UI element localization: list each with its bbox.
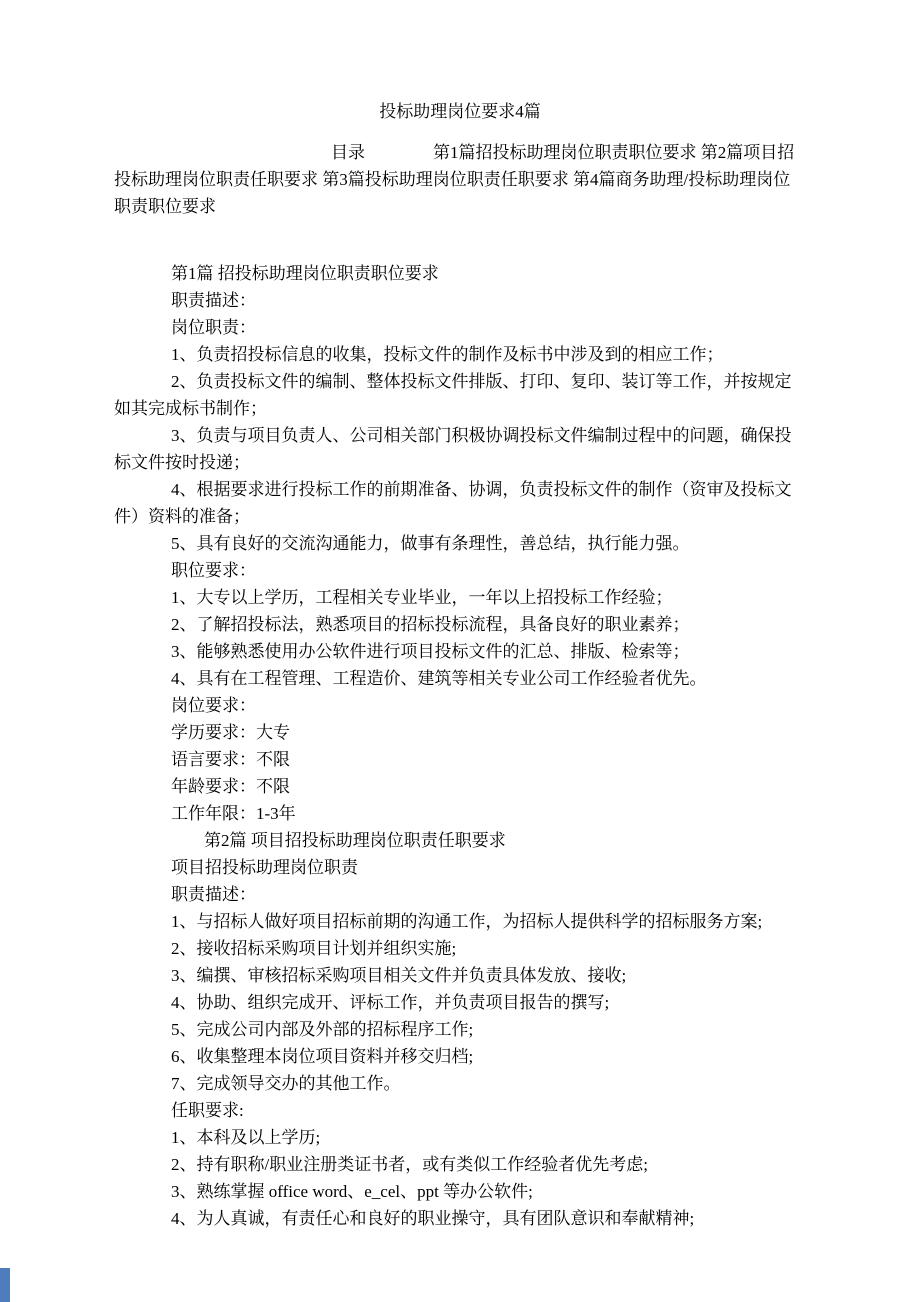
- duty-description-label: 职责描述：: [171, 885, 256, 904]
- toc-paragraph: 目录 第1篇招投标助理岗位职责职位要求 第2篇项目招投标助理岗位职责任职要求 第3篇投标助理岗位职责任职要求 第4篇商务助理/投标助理岗位职责职位要求: [114, 143, 795, 216]
- position-requirements-label: 职位要求：: [171, 561, 256, 580]
- project-duty-item: 2、接收招标采购项目计划并组织实施;: [171, 939, 457, 958]
- job-duty-item: 5、具有良好的交流沟通能力，做事有条理性，善总结，执行能力强。: [171, 534, 690, 553]
- qualification-item: 1、本科及以上学历;: [171, 1128, 321, 1147]
- document-title: 投标助理岗位要求4篇: [379, 102, 541, 121]
- job-duty-item: 1、负责招投标信息的收集，投标文件的制作及标书中涉及到的相应工作；: [171, 345, 724, 364]
- project-duty-item: 4、协助、组织完成开、评标工作，并负责项目报告的撰写;: [171, 993, 610, 1012]
- language-requirement: 语言要求：不限: [171, 750, 290, 769]
- qualification-label: 任职要求:: [171, 1101, 244, 1120]
- position-requirement-item: 4、具有在工程管理、工程造价、建筑等相关专业公司工作经验者优先。: [171, 669, 707, 688]
- duty-description-label: 职责描述：: [171, 291, 256, 310]
- job-duty-item: 4、根据要求进行投标工作的前期准备、协调，负责投标文件的制作（资审及投标文件）资料的准备；: [114, 480, 792, 526]
- education-requirement: 学历要求：大专: [171, 723, 290, 742]
- experience-requirement: 工作年限：1-3年: [171, 804, 296, 823]
- position-requirement-item: 2、了解招投标法，熟悉项目的招标投标流程，具备良好的职业素养；: [171, 615, 690, 634]
- qualification-item: 3、熟练掌握 office word、e_cel、ppt 等办公软件;: [171, 1182, 533, 1201]
- job-duty-item: 3、负责与项目负责人、公司相关部门积极协调投标文件编制过程中的问题，确保投标文件按时投递；: [114, 426, 792, 472]
- page-edge-marker: [0, 1268, 10, 1302]
- age-requirement: 年龄要求：不限: [171, 777, 290, 796]
- project-duty-item: 1、与招标人做好项目招标前期的沟通工作，为招标人提供科学的招标服务方案;: [171, 912, 763, 931]
- project-duty-item: 7、完成领导交办的其他工作。: [171, 1074, 401, 1093]
- job-duties-label: 岗位职责：: [171, 318, 256, 337]
- project-duty-item: 3、编撰、审核招标采购项目相关文件并负责具体发放、接收;: [171, 966, 627, 985]
- qualification-item: 4、为人真诚，有责任心和良好的职业操守，具有团队意识和奉献精神;: [171, 1209, 695, 1228]
- section-2-subtitle: 项目招投标助理岗位职责: [171, 858, 358, 877]
- position-requirement-item: 3、能够熟悉使用办公软件进行项目投标文件的汇总、排版、检索等；: [171, 642, 690, 661]
- section-1-heading: 第1篇 招投标助理岗位职责职位要求: [171, 264, 439, 283]
- qualification-item: 2、持有职称/职业注册类证书者，或有类似工作经验者优先考虑;: [171, 1155, 648, 1174]
- post-requirements-label: 岗位要求：: [171, 696, 256, 715]
- section-2-heading: 第2篇 项目招投标助理岗位职责任职要求: [204, 831, 506, 850]
- project-duty-item: 5、完成公司内部及外部的招标程序工作;: [171, 1020, 474, 1039]
- job-duty-item: 2、负责投标文件的编制、整体投标文件排版、打印、复印、装订等工作，并按规定如其完成标书制作；: [114, 372, 792, 418]
- project-duty-item: 6、收集整理本岗位项目资料并移交归档;: [171, 1047, 474, 1066]
- position-requirement-item: 1、大专以上学历，工程相关专业毕业，一年以上招投标工作经验；: [171, 588, 673, 607]
